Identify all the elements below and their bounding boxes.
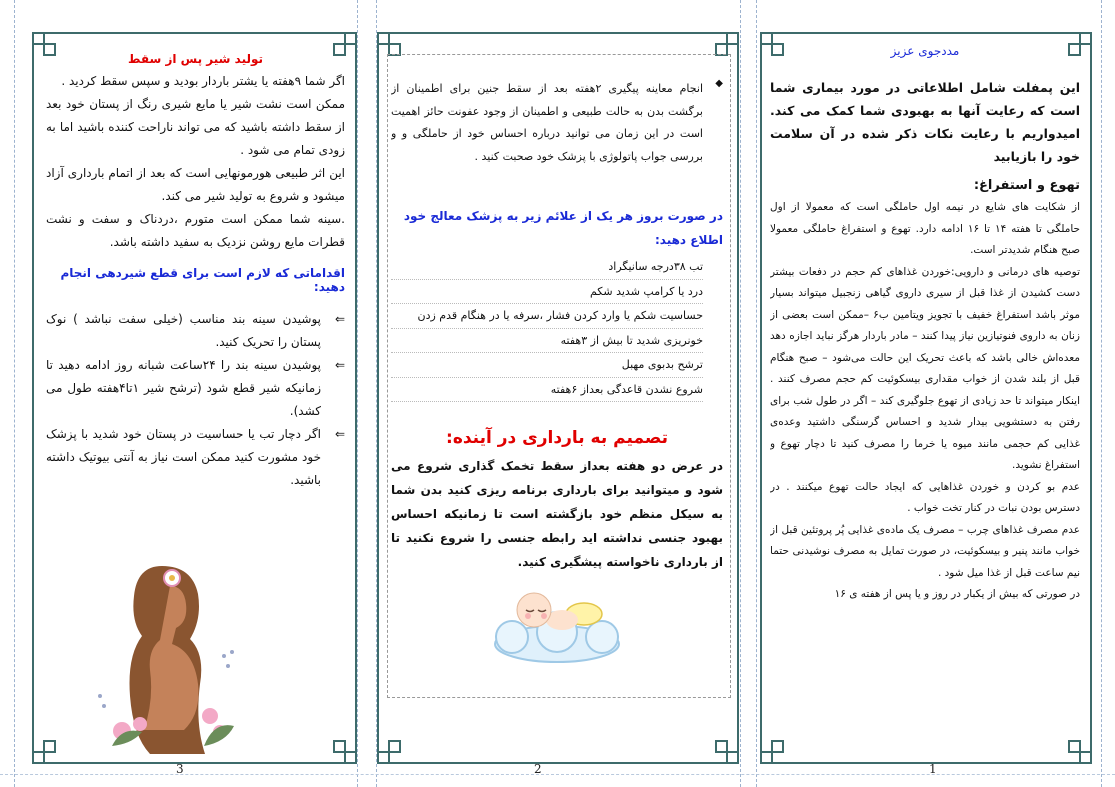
milk-para-4: .سینه شما ممکن است متورم ،دردناک و سفت و نشت قطرات مایع روشن نزدیک به سفید داشته باشد. [46, 212, 345, 249]
bullet-diamond-icon: ◆ [715, 78, 723, 89]
future-pregnancy-text: در عرض دو هفته بعداز سقط تخمک گذاری شروع می شود و میتوانید برای بارداری برنامه ریزی کنید بدن شما به سیکل منظم خود بازگشته است تا زمانیکه احساس بهبود جنسی نداشته اید رابطه جنسی را شروع نکنید تا از بارداری ناخواسته پیشگیری کنید. [391, 459, 723, 569]
panel-page-1 [760, 32, 1092, 764]
actions-list [46, 308, 345, 492]
sleeping-baby-illustration [482, 582, 632, 672]
arrow-icon: ⇐ [334, 427, 345, 441]
page-1-header: مددجوی عزیز [890, 44, 960, 58]
nausea-para-5: در صورتی که بیش از یکبار در روز و یا پس از هفته ی ۱۶ [834, 588, 1080, 600]
followup-text: انجام معاینه پیگیری ۲هفته بعد از سقط جنین برای اطمینان از برگشت بدن به حالت طبیعی و اطمینان از وجود عفونت حائز اهمیت است در این زمان می توانید درباره احساس خود از حاملگی و و بررسی جواب پاتولوژی با پزشک خود صحبت کنید . [391, 82, 703, 163]
nausea-para-4: عدم مصرف غذاهای چرب – مصرف یک ماده‌ی غذایی پُر پروتئین قبل از خواب مانند پنیر و بیسکوئیت، در صورت تمایل به مصرف نوشیدنی حتما نیم ساعت قبل از غذا میل شود . [770, 523, 1080, 579]
panel-page-3 [32, 32, 357, 764]
page-guide [740, 0, 741, 787]
milk-para-2: ممکن است نشت شیر یا مایع شیری رنگ از پستان خود بعد از سقط داشته باشید که می تواند ناراحت کننده باشید اما به زودی تمام می شود . [46, 97, 345, 157]
nausea-para-3: عدم بو کردن و خوردن غذاهایی که ایجاد حالت تهوع میکنند . در دسترس بودن نبات در کنار تخت خواب . [770, 480, 1080, 514]
symptom-item: ترشح بدبوی مهبل [391, 353, 703, 378]
symptom-item: شروع نشدن قاعدگی بعداز ۶هفته [391, 378, 703, 403]
milk-production-title: تولید شیر پس از سقط [127, 52, 264, 66]
milk-para-3: این اثر طبیعی هورمونهایی است که بعد از اتمام بارداری آزاد میشود و شروع به تولید شیر می کند. [46, 166, 345, 203]
page-guide [756, 0, 757, 787]
actions-title: اقداماتی که لازم است برای قطع شیردهی انجام دهید: [60, 266, 345, 294]
symptom-item: خونریزی شدید تا بیش از ۳هفته [391, 329, 703, 354]
page-number-2: 2 [534, 762, 542, 776]
page-guide [14, 0, 15, 787]
symptom-item: تب ۳۸درجه سانیگراد [391, 255, 703, 280]
page-2-content [391, 78, 723, 692]
milk-para-1: اگر شما ۹هفته یا یشتر باردار بودید و سپس سقط کردید . [61, 74, 345, 88]
symptom-list [391, 255, 723, 402]
nausea-para-2: توصیه های درمانی و دارویی:خوردن غذاهای کم حجم در دفعات بیشتر دست کشیدن از غذا قبل از سیری داروی گیاهی زنجبیل میتواند بسیار موثر باشد استفراغ خفیف با تجویز ویتامین ب۶ –ممکن است بعضی از زنان به داروی فنوتیازین نیاز پیدا کنند – مادر باردار هرگز نباید اجازه دهد معده‌اش خالی باشد که باعث تحریک این حالت می‌شود – صبح هنگام قبل از بلند شدن از خواب مقداری بیسکوئیت کم حجم مصرف کنند . اینکار میتواند تا حد زیادی از تهوع جلوگیری کند – اگر در طول شب برای رفتن به دستشویی بیدار شدید و احساس گرسنگی داشتید وعده‌ی غذایی کم حجمی مانند میوه یا خرما را مصرف کنید تا دچار تهوع و استفراغ نشوید. [770, 265, 1080, 471]
page-guide [0, 774, 1115, 775]
page-number-3: 3 [176, 762, 184, 776]
page-number-1: 1 [929, 762, 937, 776]
symptom-item: درد یا کرامپ شدید شکم [391, 280, 703, 305]
page-guide [1101, 0, 1102, 787]
arrow-icon: ⇐ [334, 312, 345, 326]
page-1-content [770, 44, 1080, 762]
nausea-title: تهوع و استفراغ: [973, 178, 1080, 193]
page-guide [357, 0, 358, 787]
panel-page-2 [377, 32, 739, 764]
symptom-item: حساسیت شکم یا وارد کردن فشار ،سرفه یا در هنگام قدم زدن [391, 304, 703, 329]
future-pregnancy-title: تصمیم به بارداری در آینده: [446, 428, 668, 448]
nausea-para-1: از شکایت های شایع در نیمه اول حاملگی است که معمولا از اول حاملگی تا هفته ۱۴ تا ۱۶ ادامه دارد. تهوع و استفراغ حاملگی معمولا صبح هنگام شدیدتر است. [770, 201, 1080, 256]
arrow-icon: ⇐ [334, 358, 345, 372]
warning-title: در صورت بروز هر یک از علائم زیر به پزشک معالج خود اطلاع دهید: [403, 209, 723, 247]
action-item: ⇐ پوشیدن سینه بند را ۲۴ساعت شبانه روز ادامه دهید تا زمانیکه شیر قطع شود (ترشح شیر ۱تا۴هفته طول می کشد). [46, 354, 345, 423]
pregnant-woman-illustration [92, 556, 242, 756]
action-item: ⇐ اگر دچار تب یا حساسیت در پستان خود شدید با پزشک خود مشورت کنید ممکن است نیاز به آنتی بیوتیک داشته باشید. [46, 423, 345, 492]
action-item: ⇐ پوشیدن سینه بند مناسب (خیلی سفت نباشد ) نوک پستان را تحریک کنید. [46, 308, 345, 354]
page-1-intro: این پمفلت شامل اطلاعاتی در مورد بیماری شما است که رعایت آنها به بهبودی شما کمک می کند. امیدواریم با رعایت نکات ذکر شده در آن سلامت خود را بازیابید [770, 80, 1080, 164]
